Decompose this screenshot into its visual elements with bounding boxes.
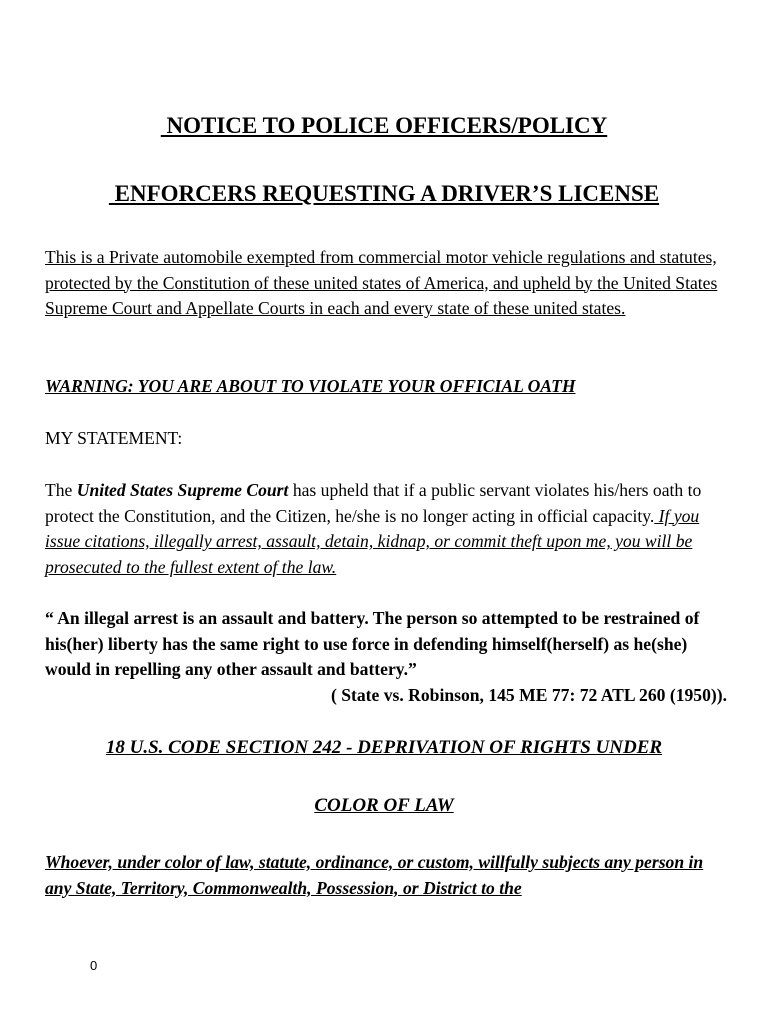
quote-text: “ An illegal arrest is an assault and battery. The person so attempted to be restrained of his(her) liberty has the same right to use force in defending himself(herself) as he(she) would in repelling any other assault and battery.” [45, 608, 700, 680]
section-text: Whoever, under color of law, statute, ordinance, or custom, willfully subjects any person in any State, Territory, Commonwealth, Possession, or District to the [45, 852, 704, 898]
quote-block [45, 606, 725, 708]
quote-citation: ( State vs. Robinson, 145 ME 77: 72 ATL 260 (1950)). [330, 684, 727, 705]
title-line-1: NOTICE TO POLICE OFFICERS/POLICY [160, 113, 608, 138]
statement-warning: If you issue citations, illegally arrest, assault, detain, kidnap, or commit theft upon me, you will be prosecuted to the fullest extent of the law. [45, 505, 700, 577]
section-heading-line-1: 18 U.S. CODE SECTION 242 - DEPRIVATION OF RIGHTS UNDER [105, 737, 663, 758]
statement-label: MY STATEMENT: [45, 428, 183, 448]
intro-paragraph: This is a Private automobile exempted from commercial motor vehicle regulations and statutes, protected by the Constitution of these united states of America, and upheld by the United States Supreme Court and Appellate Courts in each and every state of these united states. [45, 247, 718, 319]
section-heading-line-2: COLOR OF LAW [314, 795, 454, 816]
statement-paragraph [45, 478, 725, 580]
statement-prefix: The [45, 480, 77, 500]
page-number: 0 [90, 958, 98, 973]
supreme-court-name: United States Supreme Court [76, 480, 289, 500]
statement-body: has upheld that if a public servant violates his/hers oath to protect the Constitution, and the Citizen, he/she is no longer acting in official capacity. [45, 480, 702, 526]
title-line-2: ENFORCERS REQUESTING A DRIVER’S LICENSE [108, 181, 660, 206]
warning-heading: WARNING: YOU ARE ABOUT TO VIOLATE YOUR OFFICIAL OATH [45, 376, 576, 396]
